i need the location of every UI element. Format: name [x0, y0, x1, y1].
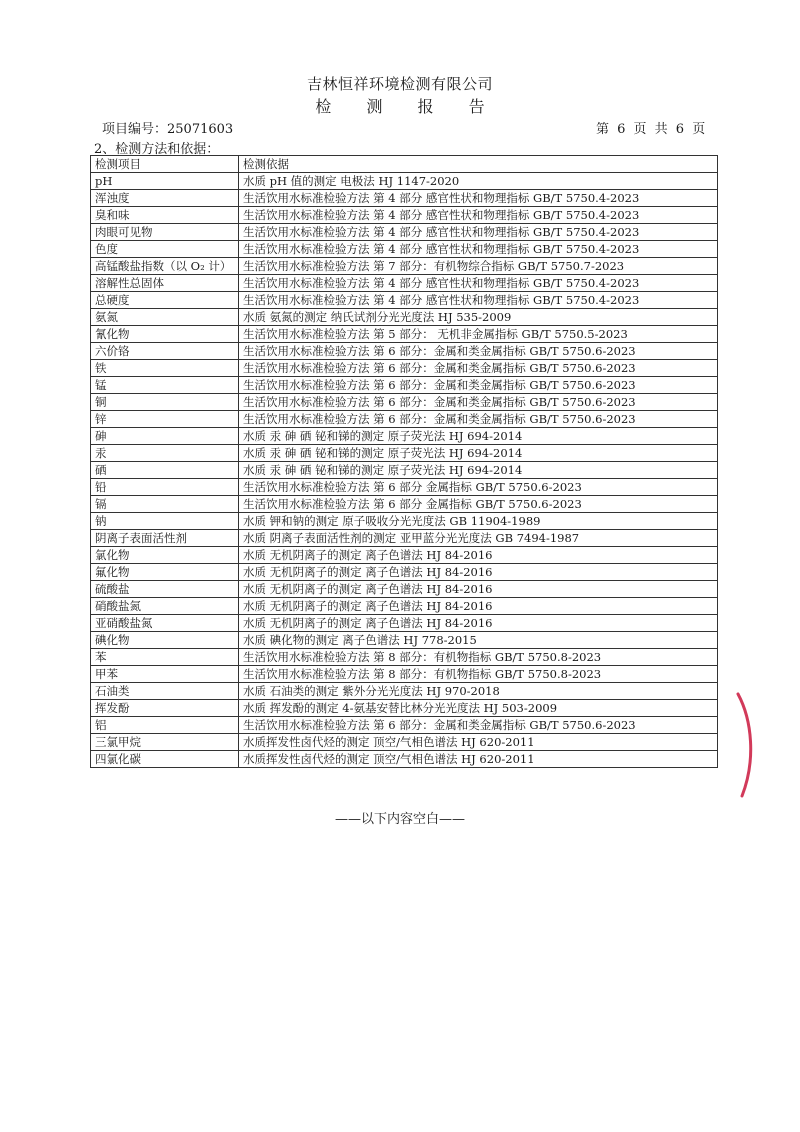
test-basis: 生活饮用水标准检验方法 第 4 部分 感官性状和物理指标 GB/T 5750.4-2023 — [238, 241, 717, 258]
table-row — [91, 683, 718, 700]
project-number-label: 项目编号： — [102, 122, 168, 137]
table-row — [91, 564, 718, 581]
table-row — [91, 462, 718, 479]
table-row — [91, 513, 718, 530]
test-basis: 生活饮用水标准检验方法 第 4 部分 感官性状和物理指标 GB/T 5750.4-2023 — [238, 207, 717, 224]
end-of-content-note: ——以下内容空白—— — [334, 812, 465, 827]
test-basis: 生活饮用水标准检验方法 第 6 部分：金属和类金属指标 GB/T 5750.6-2023 — [238, 411, 717, 428]
table-body — [91, 173, 718, 768]
test-item: 总硬度 — [91, 292, 239, 309]
test-item: 氟化物 — [91, 564, 239, 581]
test-basis: 水质 石油类的测定 紫外分光光度法 HJ 970-2018 — [238, 683, 717, 700]
table-row — [91, 700, 718, 717]
table-row — [91, 717, 718, 734]
test-basis: 生活饮用水标准检验方法 第 6 部分：金属和类金属指标 GB/T 5750.6-2023 — [238, 717, 717, 734]
test-basis: 生活饮用水标准检验方法 第 6 部分：金属和类金属指标 GB/T 5750.6-2023 — [238, 360, 717, 377]
header-item: 检测项目 — [91, 156, 239, 173]
test-item: 汞 — [91, 445, 239, 462]
table-row — [91, 598, 718, 615]
test-basis: 水质 汞 砷 硒 铋和锑的测定 原子荧光法 HJ 694-2014 — [238, 462, 717, 479]
test-item: 碘化物 — [91, 632, 239, 649]
table-row — [91, 615, 718, 632]
report-title: 检 测 报 告 — [315, 97, 500, 116]
table-row — [91, 377, 718, 394]
test-item: 硫酸盐 — [91, 581, 239, 598]
table-row — [91, 343, 718, 360]
table-row — [91, 326, 718, 343]
section-title: 2、检测方法和依据： — [94, 142, 220, 157]
test-item: 色度 — [91, 241, 239, 258]
table-row — [91, 581, 718, 598]
test-basis: 水质 碘化物的测定 离子色谱法 HJ 778-2015 — [238, 632, 717, 649]
test-item: 挥发酚 — [91, 700, 239, 717]
company-name: 吉林恒祥环境检测有限公司 — [306, 75, 493, 93]
test-basis: 生活饮用水标准检验方法 第 4 部分 感官性状和物理指标 GB/T 5750.4-2023 — [238, 224, 717, 241]
stamp-edge-mark — [722, 690, 762, 800]
test-basis: 水质挥发性卤代烃的测定 顶空/气相色谱法 HJ 620-2011 — [238, 751, 717, 768]
test-item: 氯化物 — [91, 547, 239, 564]
test-item: 硒 — [91, 462, 239, 479]
table-row — [91, 241, 718, 258]
test-basis: 生活饮用水标准检验方法 第 8 部分：有机物指标 GB/T 5750.8-2023 — [238, 666, 717, 683]
test-basis: 水质 无机阴离子的测定 离子色谱法 HJ 84-2016 — [238, 598, 717, 615]
test-item: 铁 — [91, 360, 239, 377]
test-basis: 水质 阴离子表面活性剂的测定 亚甲蓝分光光度法 GB 7494-1987 — [238, 530, 717, 547]
table-row — [91, 173, 718, 190]
test-item: 石油类 — [91, 683, 239, 700]
table-row — [91, 496, 718, 513]
test-item: 铅 — [91, 479, 239, 496]
test-item: 铝 — [91, 717, 239, 734]
test-basis: 水质 pH 值的测定 电极法 HJ 1147-2020 — [238, 173, 717, 190]
test-item: 甲苯 — [91, 666, 239, 683]
table-row — [91, 224, 718, 241]
table-row — [91, 360, 718, 377]
test-item: 苯 — [91, 649, 239, 666]
test-item: 浑浊度 — [91, 190, 239, 207]
project-number-line — [102, 118, 233, 137]
test-basis: 生活饮用水标准检验方法 第 6 部分：金属和类金属指标 GB/T 5750.6-2023 — [238, 377, 717, 394]
table-row — [91, 479, 718, 496]
table-row — [91, 530, 718, 547]
test-item: 氰化物 — [91, 326, 239, 343]
test-item: 氨氮 — [91, 309, 239, 326]
test-basis: 生活饮用水标准检验方法 第 7 部分：有机物综合指标 GB/T 5750.7-2023 — [238, 258, 717, 275]
table-row — [91, 666, 718, 683]
table-row — [91, 309, 718, 326]
page-info: 第 6 页 共 6 页 — [596, 122, 706, 137]
table-row — [91, 207, 718, 224]
table-row — [91, 394, 718, 411]
test-item: 砷 — [91, 428, 239, 445]
header-basis: 检测依据 — [238, 156, 717, 173]
project-number: 25071603 — [167, 122, 234, 137]
test-item: 四氯化碳 — [91, 751, 239, 768]
test-item: 硝酸盐氮 — [91, 598, 239, 615]
test-basis: 生活饮用水标准检验方法 第 6 部分：金属和类金属指标 GB/T 5750.6-2023 — [238, 394, 717, 411]
test-basis: 水质 挥发酚的测定 4-氨基安替比林分光光度法 HJ 503-2009 — [238, 700, 717, 717]
test-item: 高锰酸盐指数（以 O₂ 计） — [91, 258, 239, 275]
test-basis: 生活饮用水标准检验方法 第 4 部分 感官性状和物理指标 GB/T 5750.4-2023 — [238, 190, 717, 207]
test-item: pH — [91, 173, 239, 190]
table-row — [91, 649, 718, 666]
test-item: 六价铬 — [91, 343, 239, 360]
test-basis: 水质 钾和钠的测定 原子吸收分光光度法 GB 11904-1989 — [238, 513, 717, 530]
test-basis: 水质 汞 砷 硒 铋和锑的测定 原子荧光法 HJ 694-2014 — [238, 445, 717, 462]
test-basis: 生活饮用水标准检验方法 第 6 部分 金属指标 GB/T 5750.6-2023 — [238, 479, 717, 496]
table-row — [91, 445, 718, 462]
test-basis: 生活饮用水标准检验方法 第 4 部分 感官性状和物理指标 GB/T 5750.4-2023 — [238, 275, 717, 292]
table-row — [91, 292, 718, 309]
table-row — [91, 734, 718, 751]
test-item: 三氯甲烷 — [91, 734, 239, 751]
test-basis: 水质 无机阴离子的测定 离子色谱法 HJ 84-2016 — [238, 615, 717, 632]
test-basis: 生活饮用水标准检验方法 第 5 部分： 无机非金属指标 GB/T 5750.5-2023 — [238, 326, 717, 343]
table-row — [91, 428, 718, 445]
table-header-row — [91, 156, 718, 173]
test-item: 臭和味 — [91, 207, 239, 224]
test-item: 亚硝酸盐氮 — [91, 615, 239, 632]
test-basis: 水质 无机阴离子的测定 离子色谱法 HJ 84-2016 — [238, 564, 717, 581]
test-item: 锌 — [91, 411, 239, 428]
test-basis: 水质 汞 砷 硒 铋和锑的测定 原子荧光法 HJ 694-2014 — [238, 428, 717, 445]
test-item: 肉眼可见物 — [91, 224, 239, 241]
test-basis: 生活饮用水标准检验方法 第 8 部分：有机物指标 GB/T 5750.8-2023 — [238, 649, 717, 666]
test-basis: 生活饮用水标准检验方法 第 6 部分：金属和类金属指标 GB/T 5750.6-2023 — [238, 343, 717, 360]
table-row — [91, 258, 718, 275]
table-row — [91, 275, 718, 292]
test-item: 阴离子表面活性剂 — [91, 530, 239, 547]
table-row — [91, 547, 718, 564]
test-item: 铜 — [91, 394, 239, 411]
test-basis: 生活饮用水标准检验方法 第 4 部分 感官性状和物理指标 GB/T 5750.4-2023 — [238, 292, 717, 309]
test-item: 锰 — [91, 377, 239, 394]
test-basis: 水质 无机阴离子的测定 离子色谱法 HJ 84-2016 — [238, 581, 717, 598]
table-row — [91, 190, 718, 207]
test-item: 镉 — [91, 496, 239, 513]
test-basis: 水质挥发性卤代烃的测定 顶空/气相色谱法 HJ 620-2011 — [238, 734, 717, 751]
test-basis: 水质 无机阴离子的测定 离子色谱法 HJ 84-2016 — [238, 547, 717, 564]
test-item: 溶解性总固体 — [91, 275, 239, 292]
table-row — [91, 751, 718, 768]
table-row — [91, 632, 718, 649]
methods-table — [90, 155, 718, 768]
table-row — [91, 411, 718, 428]
test-item: 钠 — [91, 513, 239, 530]
test-basis: 生活饮用水标准检验方法 第 6 部分 金属指标 GB/T 5750.6-2023 — [238, 496, 717, 513]
test-basis: 水质 氨氮的测定 纳氏试剂分光光度法 HJ 535-2009 — [238, 309, 717, 326]
